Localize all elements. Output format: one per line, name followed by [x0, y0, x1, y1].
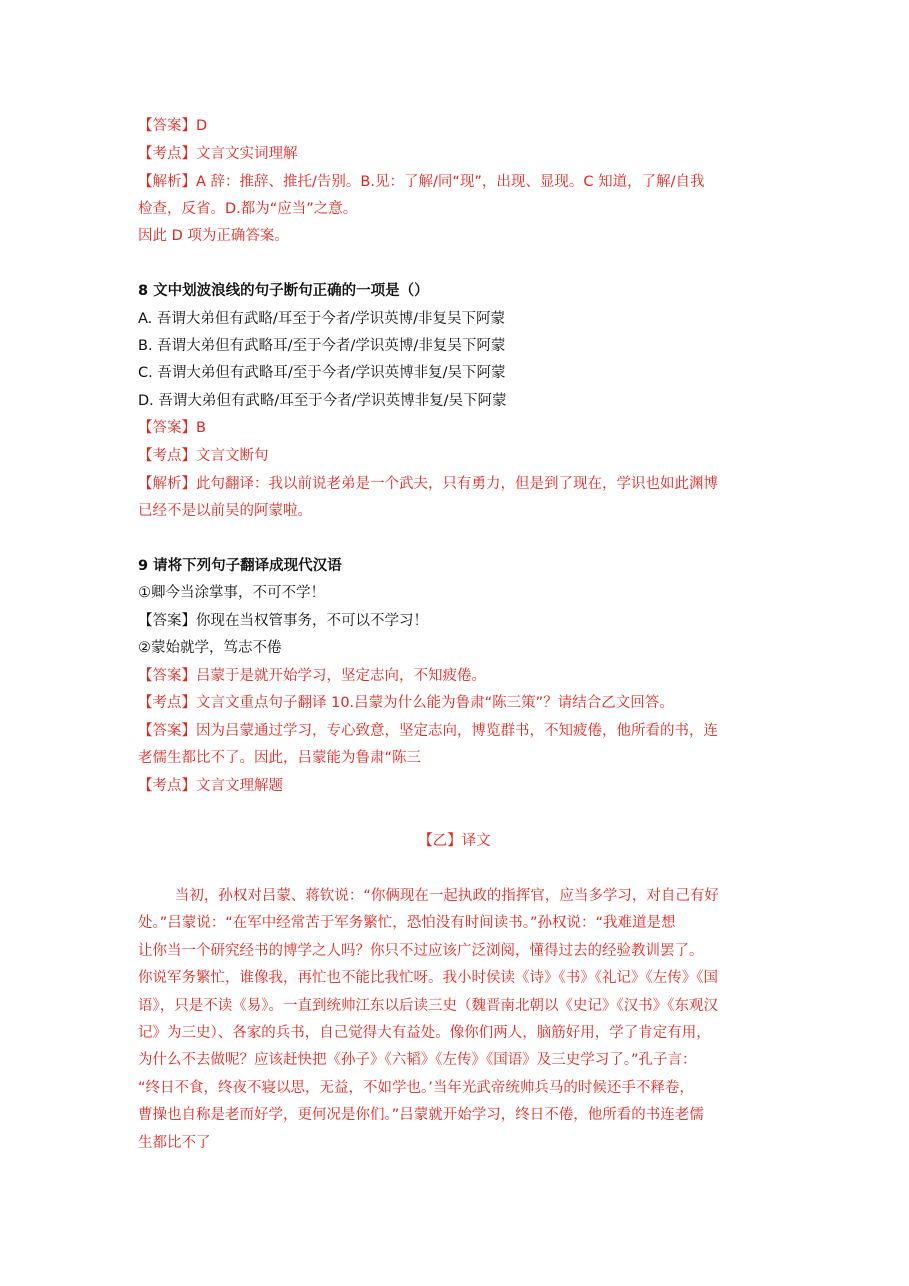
q8-option-a: A. 吾谓大弟但有武略/耳至于今者/学识英博/非复吴下阿蒙 [138, 311, 506, 327]
translation-line: 曹操也自称是老而好学，更何况是你们。”吕蒙就开始学习，终日不倦，他所看的书连老儒 [138, 1107, 704, 1123]
q8-option-b: B. 吾谓大弟但有武略耳/至于今者/学识英博/非复吴下阿蒙 [138, 338, 506, 354]
q9-sentence-1: ①卿今当涂掌事，不可不学！ [138, 585, 325, 601]
q8-answer: 【答案】B [138, 420, 206, 436]
q7-conclusion: 因此 D 项为正确答案。 [138, 228, 289, 244]
q9-question: 9 请将下列句子翻译成现代汉语 [138, 558, 342, 574]
q9-sentence-2-answer: 【答案】吕蒙于是就开始学习，坚定志向，不知疲倦。 [138, 668, 486, 684]
q10-answer-line-2: 老儒生都比不了。因此，吕蒙能为鲁肃“陈三 [138, 750, 422, 766]
q8-point: 【考点】文言文断句 [138, 448, 269, 464]
translation-line: 处。”吕蒙说：“在军中经常苦于军务繁忙，恐怕没有时间读书。”孙权说：“我难道是想 [138, 915, 676, 931]
q8-analysis-line-1: 【解析】此句翻译：我以前说老弟是一个武夫，只有勇力，但是到了现在，学识也如此渊博 [138, 476, 718, 492]
q10-answer-line-1: 【答案】因为吕蒙通过学习，专心致意，坚定志向，博览群书，不知疲倦，他所看的书，连 [138, 723, 718, 739]
translation-title: 【乙】译文 [418, 833, 491, 849]
translation-line: 语》，只是不读《易》。一直到统帅江东以后读三史（魏晋南北朝以《史记》《汉书》《东观汉 [138, 998, 718, 1014]
q8-question: 8 文中划波浪线的句子断句正确的一项是（） [138, 283, 429, 299]
q9-sentence-2: ②蒙始就学，笃志不倦 [138, 640, 282, 656]
translation-line: 生都比不了 [138, 1135, 211, 1151]
q8-analysis-line-2: 已经不是以前吴的阿蒙啦。 [138, 503, 312, 519]
q8-option-d: D. 吾谓大弟但有武略/耳至于今者/学识英博非复/吴下阿蒙 [138, 393, 507, 409]
translation-line: 为什么不去做呢？应该赶快把《孙子》《六韬》《左传》《国语》及三史学习了。”孔子言： [138, 1052, 697, 1068]
q7-analysis-line-1: 【解析】A 辞：推辞、推托/告别。B.见：了解/同“现”，出现、显现。C 知道，了解/自我 [138, 174, 705, 190]
translation-line: 当初，孙权对吕蒙、蒋钦说：“你俩现在一起执政的指挥官，应当多学习，对自己有好 [138, 888, 719, 904]
translation-line: “终日不食，终夜不寝以思，无益，不如学也。’当年光武帝统帅兵马的时候还手不释卷， [138, 1080, 694, 1096]
q9-sentence-1-answer: 【答案】你现在当权管事务，不可以不学习！ [138, 613, 428, 629]
translation-line: 记》为三史）、各家的兵书，自己觉得大有益处。像你们两人，脑筋好用，学了肯定有用， [138, 1025, 711, 1041]
q10-point: 【考点】文言文理解题 [138, 778, 283, 794]
q9-point-and-q10: 【考点】文言文重点句子翻译 10.吕蒙为什么能为鲁肃“陈三策”？请结合乙文回答。 [138, 695, 674, 711]
q8-option-c: C. 吾谓大弟但有武略耳/至于今者/学识英博非复/吴下阿蒙 [138, 365, 506, 381]
q7-analysis-line-2: 检查，反省。D.都为“应当”之意。 [138, 201, 358, 217]
translation-line: 让你当一个研究经书的博学之人吗？你只不过应该广泛浏阅，懂得过去的经验教训罢了。 [138, 943, 704, 959]
q7-answer: 【答案】D [138, 118, 208, 134]
q7-point: 【考点】文言文实词理解 [138, 146, 298, 162]
translation-line: 你说军务繁忙，谁像我，再忙也不能比我忙呀。我小时侯读《诗》《书》《礼记》《左传》《国 [138, 970, 718, 986]
